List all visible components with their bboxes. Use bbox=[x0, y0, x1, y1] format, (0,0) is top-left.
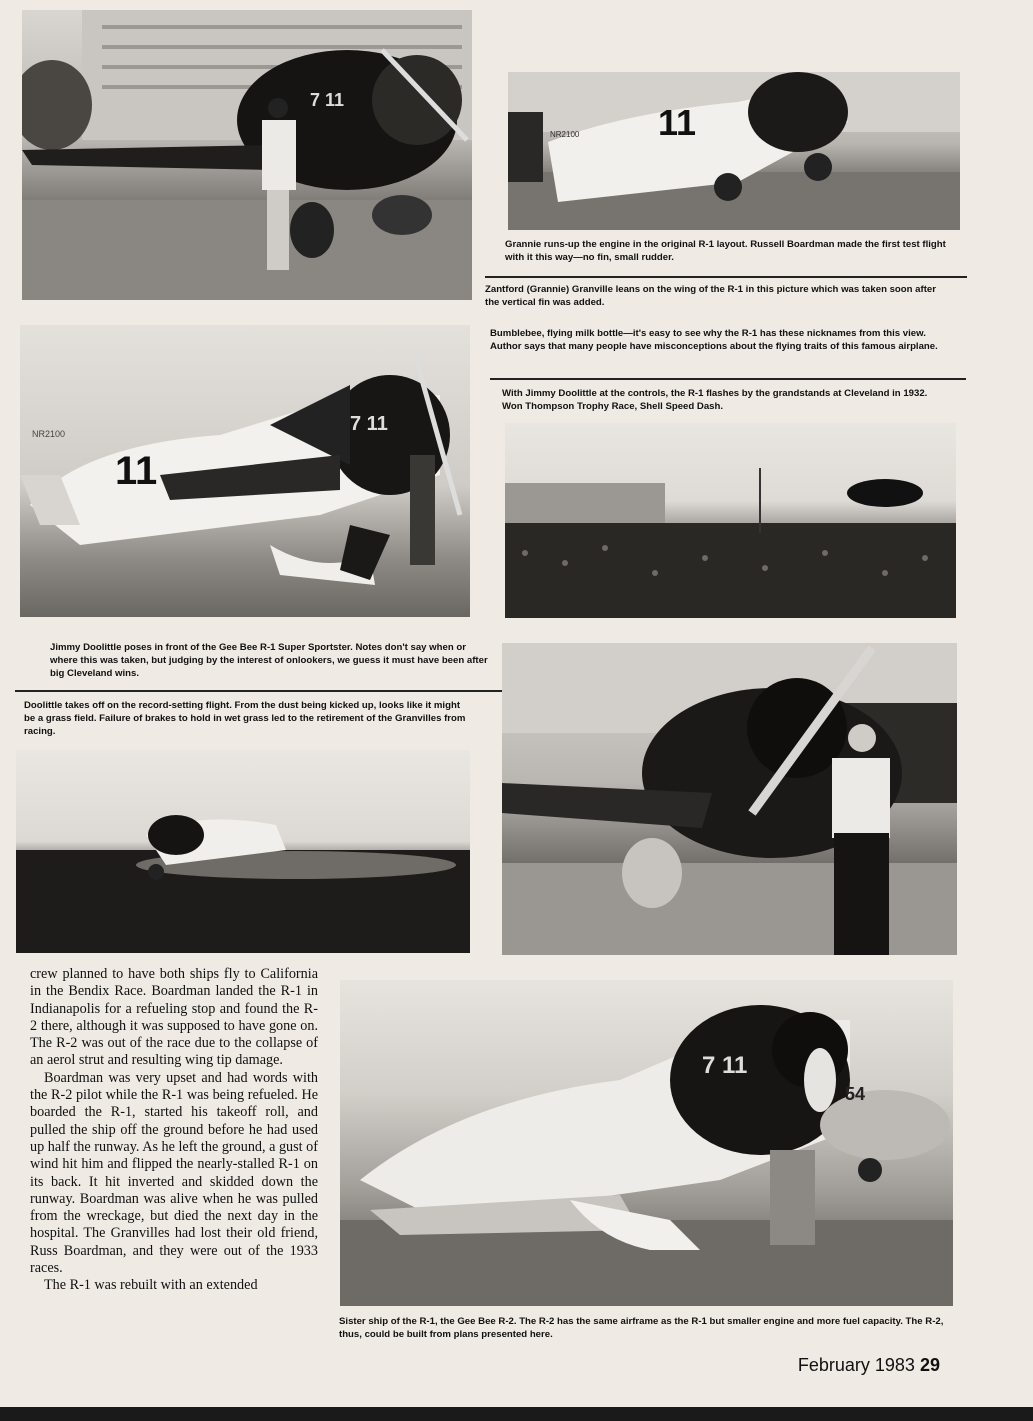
caption-divider bbox=[490, 378, 966, 380]
registration-label: NR2100 bbox=[32, 429, 66, 439]
tail-number-label: 11 bbox=[115, 449, 158, 493]
issue-date: February 1983 bbox=[797, 1355, 915, 1375]
photo-takeoff bbox=[16, 750, 470, 953]
scan-edge bbox=[0, 1407, 1033, 1421]
caption-takeoff: Doolittle takes off on the record-setting flight. From the dust being kicked up, looks like it might be a grass field. Failure of brakes to hold in wet grass led to the retirement of the Granvilles from racing. bbox=[24, 700, 466, 737]
caption-grandstand: With Jimmy Doolittle at the controls, the R-1 flashes by the grandstands at Cleveland in 1932. Won Thompson Trophy Race, Shell Speed Dash. bbox=[502, 388, 928, 412]
caption-poses: Jimmy Doolittle poses in front of the Gee Bee R-1 Super Sportster. Notes don't say when or where this was taken, but judging by the interest of onlookers, we guess it must have been after big Cleveland wins. bbox=[50, 642, 488, 679]
photo-bumblebee-side bbox=[20, 325, 470, 617]
race-number-label: 7 11 bbox=[310, 90, 345, 110]
body-paragraph: Boardman was very upset and had words with the R-2 pilot while the R-1 was being refueled. He boarded the R-1, started his takeoff roll, and pulled the ship off the ground before he had used up half the runway. As he left the ground, a gust of wind hit him and flipped the nearly-stalled R-1 on its back. It hit inverted and skidded down the runway. Boardman was alive when he was pulled from the wreckage, but died the next day in the hospital. The Granvilles had lost their old friend, Russ Boardman, and they were out of the 1933 races. bbox=[30, 1069, 318, 1277]
caption-granville: Zantford (Grannie) Granville leans on the wing of the R-1 in this picture which was taken soon after the vertical fin was added. bbox=[485, 284, 936, 308]
caption-sistership: Sister ship of the R-1, the Gee Bee R-2. The R-2 has the same airframe as the R-1 but smaller engine and more fuel capacity. The R-2, thus, could be built from plans presented here. bbox=[339, 1316, 944, 1340]
body-paragraph: crew planned to have both ships fly to California in the Bendix Race. Boardman landed the R-1 in Indianapolis for a refueling stop and found the R-2 there, although it was supposed to have gone on. The R-2 was out of the race due to the collapse of an aerol strut and resulting wing tip damage. bbox=[30, 966, 318, 1069]
photo-doolittle-poses bbox=[502, 643, 957, 955]
photo-grandstand-flyby bbox=[505, 423, 956, 618]
page-folio bbox=[798, 1355, 940, 1376]
body-paragraph: The R-1 was rebuilt with an extended bbox=[44, 1277, 258, 1294]
article-body bbox=[30, 966, 318, 1295]
caption-bumblebee: Bumblebee, flying milk bottle—it's easy to see why the R-1 has these nicknames from this view. Author says that many people have misconceptions about the flying traits of this famous airplane. bbox=[490, 328, 938, 352]
caption-divider bbox=[485, 276, 967, 278]
tail-number-label: 11 bbox=[658, 102, 697, 143]
registration-label: NR2100 bbox=[550, 130, 580, 139]
caption-divider bbox=[15, 690, 502, 692]
caption-runup: Grannie runs-up the engine in the original R-1 layout. Russell Boardman made the first test flight with it this way—no fin, small rudder. bbox=[505, 239, 946, 263]
race-number-label: 7 11 bbox=[350, 413, 388, 435]
photo-runup bbox=[508, 72, 960, 230]
race-number-label: 7 11 bbox=[702, 1052, 748, 1079]
photo-granville-wing bbox=[22, 10, 472, 300]
page-number: 29 bbox=[919, 1355, 940, 1375]
r2-number-label: 54 bbox=[845, 1084, 866, 1104]
photo-sistership-r2 bbox=[340, 980, 953, 1306]
